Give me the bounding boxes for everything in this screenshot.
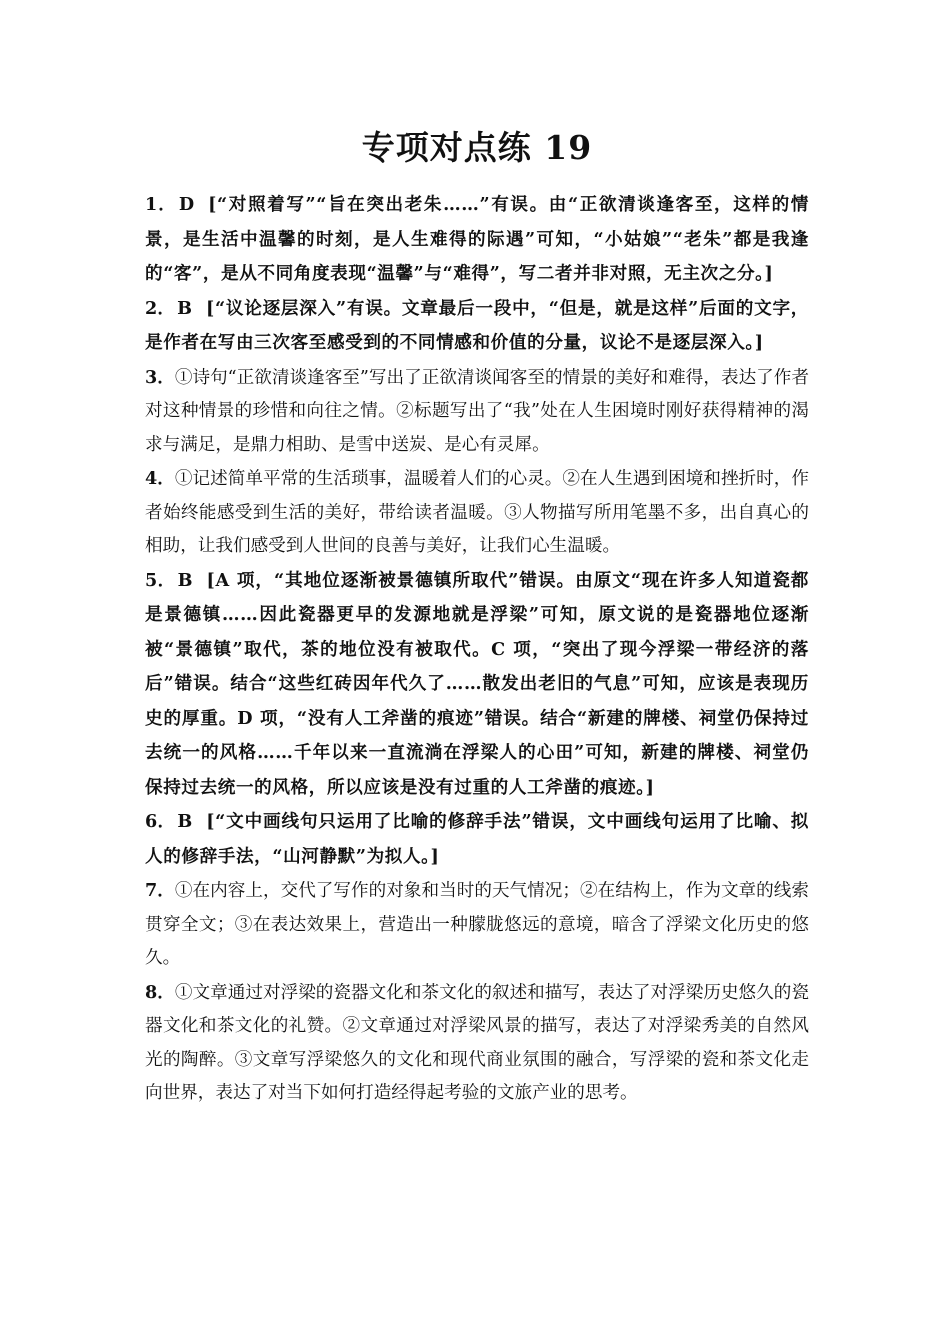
item-explanation: [“对照着写”“旨在突出老朱……”有误。由“正欲清谈逢客至，这样的情景，是生活中温馨的时刻，是人生难得的际遇”可知，“小姑娘”“老朱”都是我逢的“客”，是从不同角度表现“温馨”与“难得”，写二者并非对照，无主次之分。] (145, 194, 810, 284)
item-answer: B (177, 811, 193, 832)
item-explanation: ①记述简单平常的生活琐事，温暖着人们的心灵。②在人生遇到困境和挫折时，作者始终能感受到生活的美好，带给读者温暖。③人物描写所用笔墨不多，出自真心的相助，让我们感受到人世间的良善与美好，让我们心生温暖。 (145, 469, 809, 556)
item-explanation: ①文章通过对浮梁的瓷器文化和茶文化的叙述和描写，表达了对浮梁历史悠久的瓷器文化和茶文化的礼赞。②文章通过对浮梁风景的描写，表达了对浮梁秀美的自然风光的陶醉。③文章写浮梁悠久的文化和现代商业氛围的融合，写浮梁的瓷和茶文化走向世界，表达了对当下如何打造经得起考验的文旅产业的思考。 (145, 982, 809, 1103)
answer-item-4 (145, 462, 809, 564)
document-page (145, 122, 809, 1111)
item-number: 1． (145, 194, 177, 215)
item-explanation: ①诗句“正欲清谈逢客至”写出了正欲清谈闻客至的情景的美好和难得，表达了作者对这种情景的珍惜和向往之情。②标题写出了“我”处在人生困境时刚好获得精神的渴求与满足，是鼎力相助、是雪中送炭、是心有灵犀。 (145, 367, 809, 455)
answer-item-6 (145, 805, 809, 874)
answer-item-8 (145, 976, 809, 1111)
item-number: 2． (145, 297, 176, 319)
page-title: 专项对点练 19 (361, 128, 593, 167)
answer-item-5 (145, 564, 809, 806)
item-explanation: ①在内容上，交代了写作的对象和当时的天气情况；②在结构上，作为文章的线索贯穿全文；③在表达效果上，营造出一种朦胧悠远的意境，暗含了浮梁文化历史的悠久。 (145, 881, 809, 968)
item-number: 3． (145, 366, 175, 388)
item-answer: D (178, 194, 195, 215)
item-number: 6． (145, 811, 176, 832)
answer-item-2 (145, 292, 809, 361)
answer-item-3 (145, 361, 809, 463)
item-number: 7． (145, 880, 175, 901)
item-answer: B (177, 297, 193, 319)
item-answer: B (177, 569, 193, 591)
answer-item-1 (145, 188, 809, 292)
item-number: 4． (145, 468, 175, 489)
item-number: 8． (145, 981, 175, 1003)
item-explanation: [A 项，“其地位逐渐被景德镇所取代”错误。由原文“现在许多人知道瓷都是景德镇……因此瓷器更早的发源地就是浮梁”可知，原文说的是瓷器地位逐渐被“景德镇”取代，茶的地位没有被取代。C 项，“突出了现今浮梁一带经济的落后”错误。结合“这些红砖因年代久了……散发出老旧的气息”可知，应该是表现历史的厚重。D 项，“没有人工斧凿的痕迹”错误。结合“新建的牌楼、祠堂仍保持过去统一的风格……千年以来一直流淌在浮梁人的心田”可知，新建的牌楼、祠堂仍保持过去统一的风格，所以应该是没有过重的人工斧凿的痕迹。] (145, 569, 809, 798)
item-explanation: [“议论逐层深入”有误。文章最后一段中，“但是，就是这样”后面的文字，是作者在写由三次客至感受到的不同情感和价值的分量，议论不是逐层深入。] (145, 297, 809, 353)
item-explanation: [“文中画线句只运用了比喻的修辞手法”错误，文中画线句运用了比喻、拟人的修辞手法，“山河静默”为拟人。] (145, 811, 810, 867)
item-number: 5． (145, 569, 176, 591)
answer-item-7 (145, 874, 809, 976)
